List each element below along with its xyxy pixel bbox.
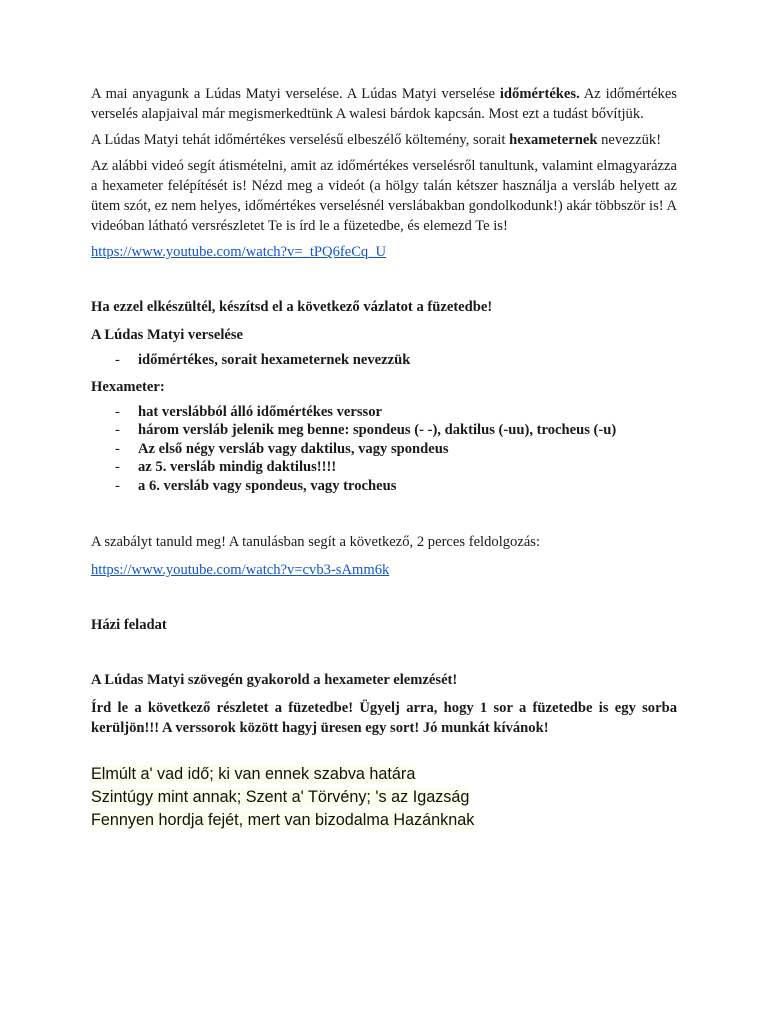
list-item xyxy=(91,458,677,477)
dash-bullet: - xyxy=(115,477,120,494)
poem-excerpt xyxy=(91,763,677,832)
youtube-link-1[interactable]: https://www.youtube.com/watch?v=_tPQ6feCq_U xyxy=(91,244,387,260)
dash-bullet: - xyxy=(115,403,120,420)
video-link-row xyxy=(91,242,677,262)
poem-line-text: Szintúgy mint annak; Szent a' Törvény; 's az Igazság xyxy=(91,788,470,806)
dash-bullet: - xyxy=(115,422,120,438)
poem-line-text: Fennyen hordja fejét, mert van bizodalma Hazánknak xyxy=(91,811,475,829)
dash-bullet: - xyxy=(115,352,120,368)
poem-line-text: Elmúlt a' vad idő; ki van ennek szabva határa xyxy=(91,765,416,783)
dash-bullet: - xyxy=(115,459,120,475)
intro-paragraph-2 xyxy=(91,130,677,150)
intro-text: nevezzük! xyxy=(597,132,662,148)
intro-text: Az időmértékes verselés alapjaival már megismerkedtünk A walesi bárdok kapcsán. Most ezt a tudást bővítjük. xyxy=(91,86,677,122)
list-item-text: három versláb jelenik meg benne: spondeus (- -), daktilus (-uu), trocheus (-u) xyxy=(138,422,617,438)
list-item xyxy=(91,477,677,496)
outline-heading: Ha ezzel elkészültél, készítsd el a következő vázlatot a füzetedbe! xyxy=(91,299,493,315)
intro-paragraph-1 xyxy=(91,84,677,124)
outline-list-2 xyxy=(91,403,677,496)
learn-text: A szabályt tanuld meg! A tanulásban segít a következő, 2 perces feldolgozás: xyxy=(91,534,541,550)
homework-title: Házi feladat xyxy=(91,617,167,633)
bold-term: időmértékes. xyxy=(499,86,580,102)
document-page xyxy=(91,84,677,832)
bold-term: hexameternek xyxy=(509,132,598,148)
list-item xyxy=(91,351,677,370)
homework-task: A Lúdas Matyi szövegén gyakorold a hexameter elemzését! xyxy=(91,672,458,688)
youtube-link-2[interactable]: https://www.youtube.com/watch?v=cvb3-sAmm6k xyxy=(91,562,390,578)
list-item-text: hat verslábból álló időmértékes verssor xyxy=(138,403,383,420)
intro-text: A Lúdas Matyi tehát időmértékes verselésű elbeszélő költemény, sorait xyxy=(91,132,510,148)
list-item-text: a 6. versláb vagy spondeus, vagy trocheus xyxy=(138,477,397,494)
learn-link-row xyxy=(91,560,677,580)
list-item-text: időmértékes, sorait hexameternek nevezzük xyxy=(138,352,411,368)
list-item xyxy=(91,403,677,422)
homework-instructions: Írd le a következő részletet a füzetedbe! Ügyelj arra, hogy 1 sor a füzetedbe is egy sorba kerüljön!!! A verssorok között hagyj üresen egy sort! Jó munkát kívánok! xyxy=(91,700,677,736)
hexameter-heading: Hexameter: xyxy=(91,378,165,395)
poem-line xyxy=(91,786,677,809)
dash-bullet: - xyxy=(115,440,120,457)
outline-title: A Lúdas Matyi verselése xyxy=(91,327,244,343)
list-item-text: az 5. versláb mindig daktilus!!!! xyxy=(138,459,337,475)
poem-line xyxy=(91,809,677,832)
poem-line xyxy=(91,763,677,786)
video-paragraph: Az alábbi videó segít átismételni, amit az időmértékes verselésről tanultunk, valamint elmagyarázza a hexameter felépítését is! Nézd meg a videót (a hölgy talán kétszer használja a versláb helyett az ütem szót, ez nem helyes, időmértékes verselésnél verslábakban gondolkodunk!) akár többször is! A videóban látható versrészletet Te is írd le a füzetedbe, és elemezd Te is! xyxy=(91,158,678,234)
outline-list-1 xyxy=(91,351,677,370)
list-item xyxy=(91,440,677,459)
intro-text: A mai anyagunk a Lúdas Matyi verselése. A Lúdas Matyi verselése xyxy=(91,86,500,102)
list-item xyxy=(91,421,677,440)
list-item-text: Az első négy versláb vagy daktilus, vagy spondeus xyxy=(138,440,449,457)
